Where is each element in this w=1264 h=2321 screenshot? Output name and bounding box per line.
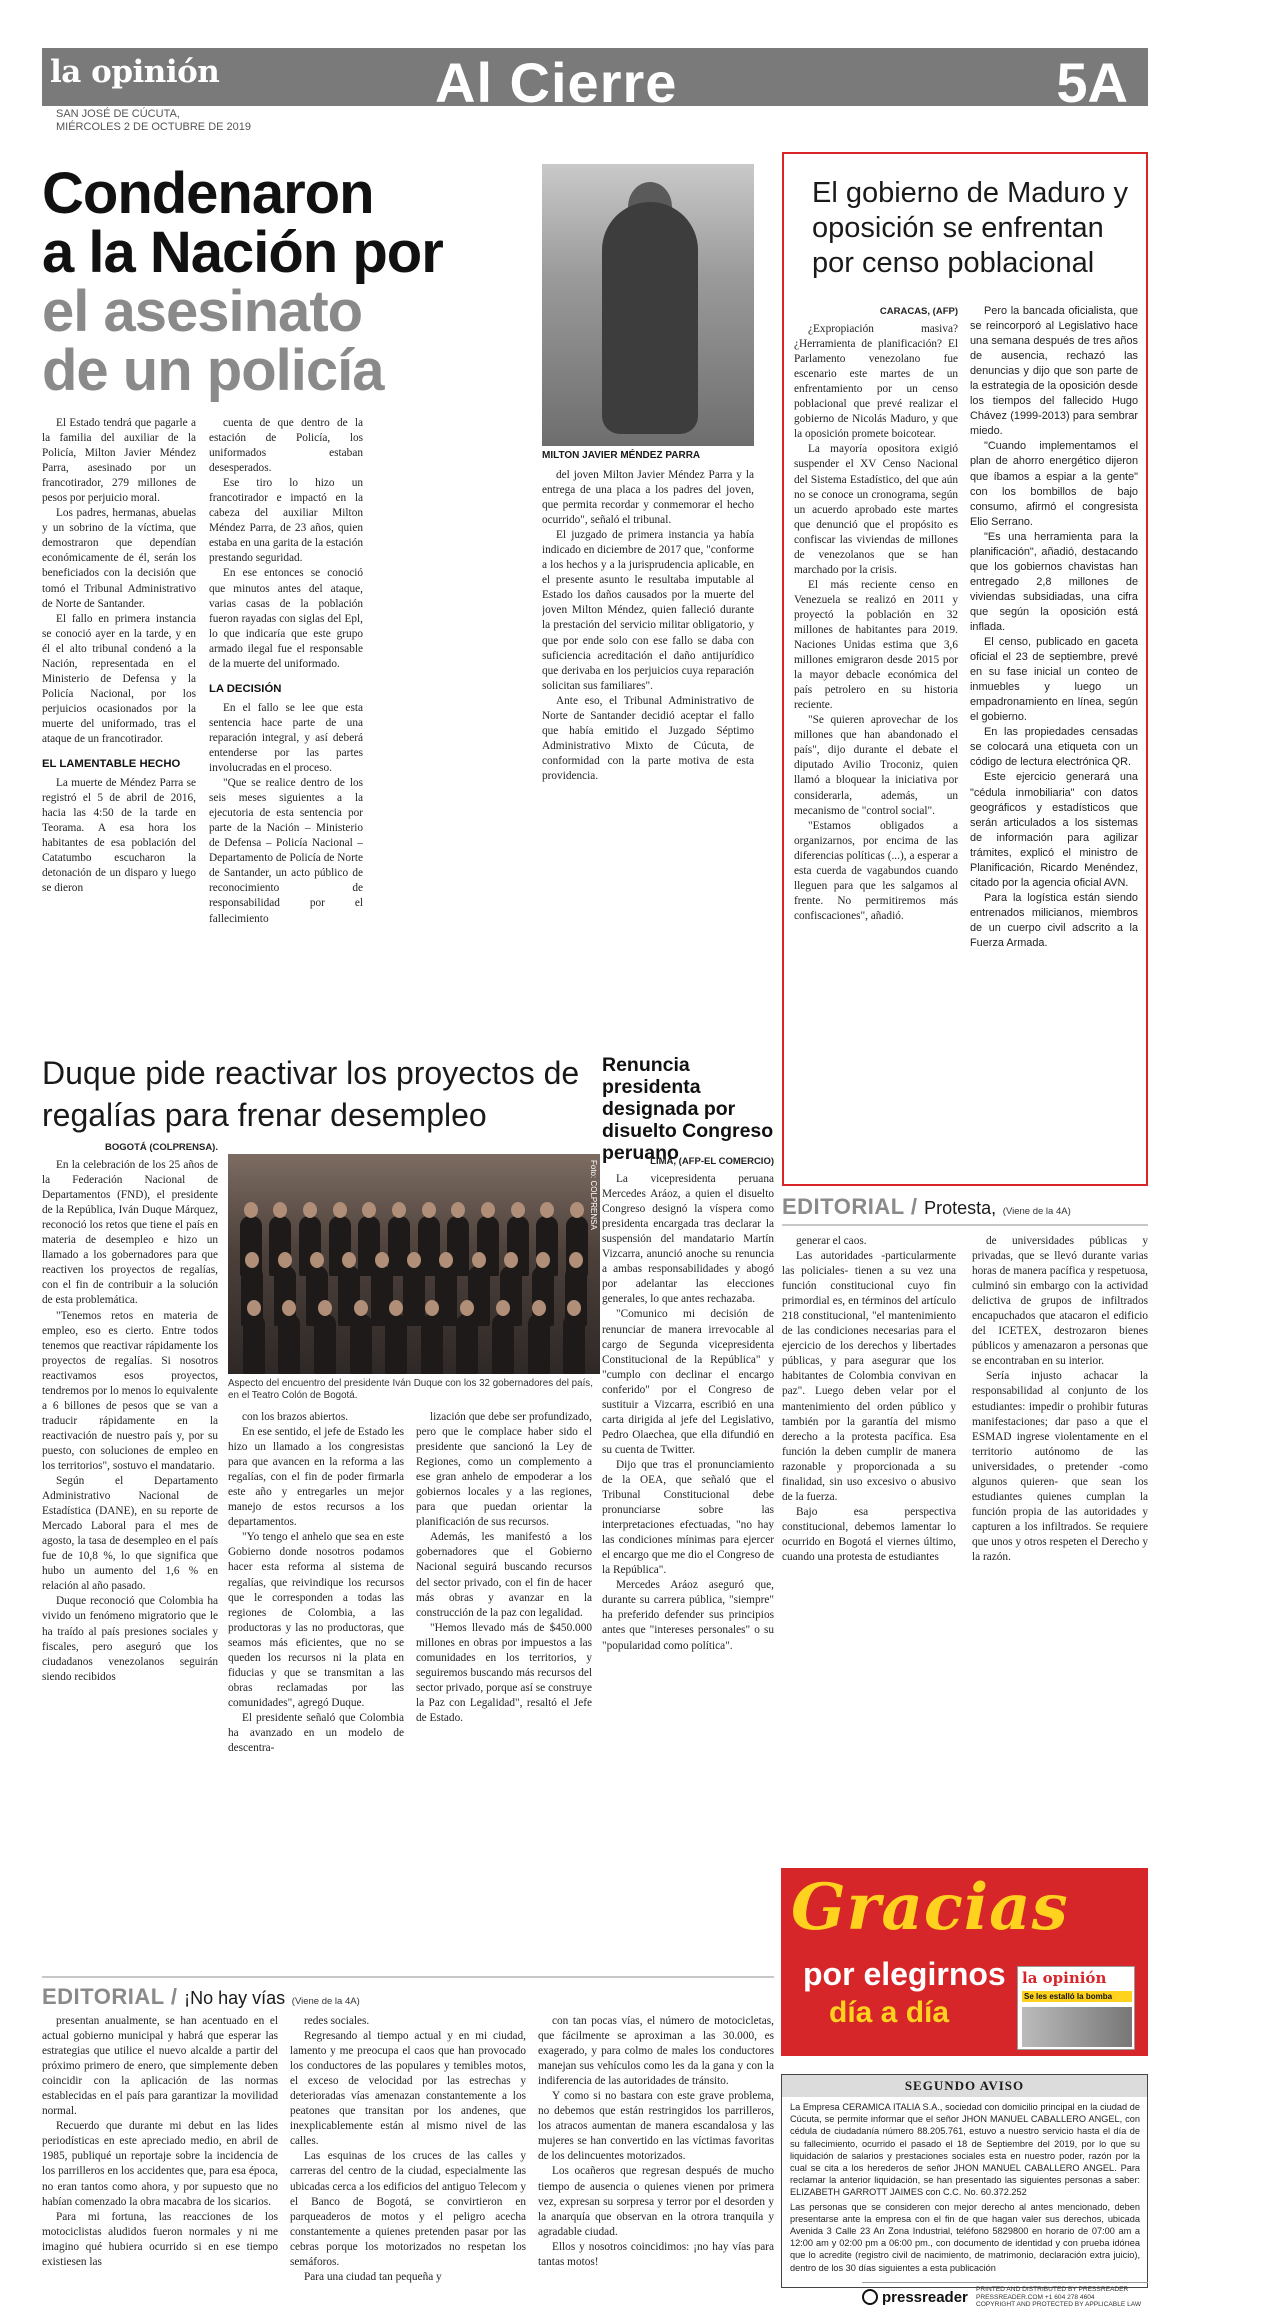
duque-headline: Duque pide reactivar los proyectos de regalías para frenar desempleo — [42, 1055, 580, 1133]
maduro-credit: CARACAS, (AFP) — [879, 306, 958, 317]
editorial-protesta-rule — [782, 1224, 1148, 1226]
duque-photo-caption: Aspecto del encuentro del presidente Iván Duque con los 32 gobernadores del país, en el Teatro Colón de Bogotá. — [228, 1378, 593, 1401]
aviso-title: SEGUNDO AVISO — [782, 2075, 1147, 2097]
maduro-headline: El gobierno de Maduro y oposición se enfrentan por censo poblacional — [812, 177, 1128, 279]
gracias-advertisement — [781, 1868, 1148, 2056]
segundo-aviso-notice — [781, 2074, 1148, 2288]
ad-mini-headline: Se les estalló la bomba — [1022, 1991, 1132, 2002]
story1-column-4: del joven Milton Javier Méndez Parra y la entrega de una placa a los padres del joven, que permita recordar y conmemorar el hecho ocurrido", señaló el tribunal. El juzgado de primera instancia ya había indicado en diciembre de 2017 que, "conforme a los hechos y a la jurisprudencia aplicable, en el presente asunto le resultaba imputable al Estado los daños causados por la muerte del joven Milton Méndez, quien falleció durante la prestación del servicio militar obligatorio, y que por ende solo con ese fallo se daba con suficiencia acreditación el daño antijurídico que derivaba en los perjuicios cuya reparación solicitan sus familiares". Ante eso, el Tribunal Administrativo de Norte de Santander decidió aceptar el fallo que había emitido el Juzgado Séptimo Administrativo Mixto de Cúcuta, de conformidad con la parte motiva de esta providencia. — [542, 469, 754, 782]
duque-column-2: con los brazos abiertos. En ese sentido, el jefe de Estado les hizo un llamado a los congresistas para que avancen en la reforma a las regalías, con el fin de poder firmarla este año y entregarles un mejor manejo de estos recursos a los departamentos. "Yo tengo el anhelo que sea en este Gobierno donde nosotros podamos hacer esta reforma al sistema de regalías, que reivindique los recursos que le corresponden a todas las regiones de Colombia, a las productoras y las no productoras, que seamos más eficientes, que no se queden los recursos ni la plata en fiducias y que se transmitan a las obras reclamadas por las comunidades", agregó Duque. El presidente señaló que Colombia ha avanzado en un modelo de descentra- — [228, 1411, 404, 1755]
newspaper-logo: la opinión — [50, 54, 220, 90]
peru-credit: LIMA, (AFP-EL COMERCIO) — [650, 1156, 774, 1167]
newspaper-page — [42, 44, 1148, 2309]
aviso-body: La Empresa CERAMICA ITALIA S.A., sociedad con domicilio principal en la ciudad de Cúcuta, se permite informar que el señor JHON MANUEL CABALLERO ANGEL, con cédula de ciudadanía número 88.205.761, estuvo a nuestro servicio hasta el día de su fallecimiento, ocurrido el pasado el 18 de Septiembre del 2019, por lo que su liquidación de salarios y prestaciones sociales esta en nuestro poder, razón por la cual se cita a los herederos de señor JHON MANUEL CABALLERO ANGEL. Para reclamar la anterior liquidación, se han presentado las siguientes personas a saber: ELIZABETH GARROTT JAIMES con C.C. No. 60.372.252 Las personas que se consideren con mejor derecho al antes mencionado, deben presentarse ante la empresa con el fin de que hagan valer sus derechos, ubicada Avenida 3 Calle 23 An Zona Industrial, teléfono 5829800 en horario de 07:00 am a 12:00 am y 02:00 pm a 06:00 pm., con documento de identidad y con prueba idónea que lo acredite (registro civil de nacimiento, de matrimonio, declaración extra juicio), dentro de los 30 días siguientes a esta publicación — [790, 2102, 1140, 2273]
soldier-photo-caption: MILTON JAVIER MÉNDEZ PARRA — [542, 450, 701, 461]
editorial-protesta-column-2: de universidades públicas y privadas, que se llevó durante varias horas de manera pacífica y respetuosa, culminó sin embargo con la actividad delictiva de grupos de infiltrados encapuchados que atacaron el edificio del ICETEX, destrozaron bienes públicos y amenazaron a personas que se encontraban en su interior. Sería injusto achacar la responsabilidad al conjunto de los estudiantes: impedir o prohibir futuras manifestaciones; dar paso a que el ESMAD ingrese violentamente en el territorio autónomo de las universidades, o pretender -como algunos quieren- que sean los estudiantes quienes cumplan la función propia de las autoridades y capturen a los infiltrados. Se requiere que unos y otros respeten el Derecho y la razón. — [972, 1235, 1148, 1563]
editorial-protesta-header: EDITORIAL / Protesta, (Viene de la 4A) — [782, 1194, 1071, 1219]
dateline — [56, 108, 251, 134]
story1-column-3 — [376, 416, 530, 936]
story1-column-2: cuenta de que dentro de la estación de Policía, los uniformados estaban desesperados. Ese tiro lo hizo un francotirador e impactó en la cabeza del auxiliar Milton Méndez Parra, de 23 años, quien estaba en una garita de la estación prestando seguridad. En ese entonces se conoció que minutos antes del ataque, varias casas de la población fueron rayadas con siglas del Epl, lo que indicaría que este grupo armado ilegal fue el responsable de la muerte del uniformado. LA DECISIÓN En el fallo se lee que esta sentencia hace parte de una reparación integral, y así deberá entenderse por las partes involucradas en el proceso. "Que se realice dentro de los seis meses siguientes a la ejecutoria de esta sentencia por parte de la Nación – Ministerio de Defensa – Policía Nacional – Departamento de Policía de Norte de Santander, un acto público de reconocimiento de responsabilidad por el fallecimiento — [209, 417, 363, 925]
story1-subhead-decision: LA DECISIÓN — [209, 682, 282, 695]
masthead — [42, 48, 1148, 146]
dateline-date: MIÉRCOLES 2 DE OCTUBRE DE 2019 — [56, 121, 252, 133]
duque-credit: BOGOTÁ (COLPRENSA). — [105, 1142, 218, 1153]
editorial-vias-top-rule — [42, 1976, 774, 1978]
duque-photo — [228, 1154, 600, 1374]
ad-mini-logo: la opinión — [1022, 1969, 1107, 1987]
duque-column-3: lización que debe ser profundizado, pero que le complace haber sido el presidente que sancionó la Ley de Regiones, como un complemento a ese gran anhelo de empoderar a los gobiernos locales y a las regiones, para que puedan orientar la planificación de sus recursos. Además, les manifestó a los gobernadores que el Gobierno Nacional seguirá buscando recursos del sector privado, con el fin de hacer más obras y avanzar en la construcción de la paz con legalidad. "Hemos llevado más de $450.000 millones en obras por impuestos a las comunidades en los territorios, y seguiremos buscando más recursos del sector privado, porque así se construye la Paz con Legalidad", resaltó el Jefe de Estado. — [416, 1411, 592, 1724]
story1-headline: Condenaron a la Nación por el asesinato de un policía — [42, 161, 443, 403]
pressreader-logo: pressreader — [862, 2289, 968, 2306]
pressreader-footer — [862, 2282, 1148, 2310]
pressreader-icon — [862, 2289, 878, 2305]
editorial-vias-header: EDITORIAL / ¡No hay vías (Viene de la 4A) — [42, 1984, 360, 2009]
ad-gracias-text: Gracias — [791, 1870, 1069, 1945]
soldier-photo — [542, 164, 754, 446]
editorial-protesta-column-1: generar el caos. Las autoridades -particularmente las policiales- tienen a su vez una función constitucional cuyo fin primordial es, en términos del artículo 218 constitucional, "el mantenimiento de las condiciones necesarias para el ejercicio de los derechos y libertades públicas, y para asegurar que los habitantes de Colombia convivan en paz". Luego deben velar por el mantenimiento del orden público y también por la garantía del mismo derecho a la protesta pacífica. Esa función la deben cumplir de manera razonable y proporcionada a su finalidad, sin uso excesivo o abusivo de la fuerza. Bajo esa perspectiva constitucional, debemos lamentar lo ocurrido en Bogotá el viernes último, cuando una protesta de estudiantes — [782, 1235, 956, 1563]
dateline-city: SAN JOSÉ DE CÚCUTA, — [56, 108, 180, 120]
peru-headline: Renuncia presidenta designada por disuelto Congreso peruano — [602, 1054, 774, 1164]
section-title: Al Cierre — [435, 51, 678, 114]
ad-dia-a-dia-text: día a día — [829, 1996, 950, 2029]
story1-subhead-hecho: EL LAMENTABLE HECHO — [42, 758, 181, 771]
maduro-column-1: CARACAS, (AFP) ¿Expropiación masiva? ¿Herramienta de planificación? El Parlamento venezolano fue escenario este martes de un enfrentamiento por un censo poblacional que prevé realizar el gobierno de Nicolás Maduro, y que la oposición promete boicotear. La mayoría opositora exigió suspender el XV Censo Nacional del Sistema Estadístico, del que aún no se conoce un cronograma, según un acuerdo aprobado este martes que denunció que el propósito es confiscar las viviendas de millones de venezolanos que se han marchado por la crisis. El más reciente censo en Venezuela se realizó en 2011 y proyectó la población en 32 millones de habitantes para 2019. Naciones Unidas estima que 3,6 millones emigraron desde 2015 por la mayor debacle económica del país petrolero en su historia reciente. "Se quieren aprovechar de los millones que han abandonado el país", dijo durante el debate el diputado Avilio Troconiz, quien llamó a bloquear la iniciativa por considerarla, además, un mecanismo de "control social". "Estamos obligados a organizarnos, por encima de las diferencias políticas (...), a esperar a esta cuerda de vagabundos cuando lleguen para que les salgamos al frente. No permitiremos más confiscaciones", añadió. — [794, 306, 958, 922]
editorial-vias-column-3: con tan pocas vías, el número de motocicletas, que fácilmente se aproximan a las 30.000, es exagerado, y para colmo de males los conductores manejan sus vehículos como les da la gana y con la indiferencia de las autoridades de tránsito. Y como si no bastara con este grave problema, no debemos que están restringidos los parrilleros, los atracos aumentan de manera escandalosa y las mujeres se han convertido en las víctimas favoritas de los delincuentes motorizados. Los ocañeros que regresan después de mucho tiempo de ausencia o quienes vienen por primera vez, expresan su sorpresa y terror por el desorden y la anarquía que observan en la otrora tranquila y agradable ciudad. Ellos y nosotros coincidimos: ¡no hay vías para tantas motos! — [538, 2015, 774, 2268]
editorial-vias-column-1: presentan anualmente, se han acentuado en el actual gobierno municipal y habrá que esperar las estrategias que utilice el nuevo alcalde a partir del próximo primero de enero, que simplemente deben coincidir con la aplicación de las normas establecidas en el país para garantizar la movilidad normal. Recuerdo que durante mi debut en las lides periodísticas en este apreciado medio, en abril de 1985, publiqué un reportaje sobre la incidencia de los parrilleros en los accidentes que, para esa época, no eran tantos como ahora, y por supuesto que no habían comenzado la obra macabra de los sicarios. Para mi fortuna, las reacciones de los motociclistas aludidos fueron normales y ni me imagino qué hubiera ocurrido si en ese tiempo existiesen las — [42, 2015, 278, 2268]
duque-photo-credit: Foto: COLPRENSA — [589, 1160, 598, 1230]
editorial-vias-column-2: redes sociales. Regresando al tiempo actual y en mi ciudad, lamento y me preocupa el caos que han provocado los conductores de las populares y temibles motos, el exceso de velocidad por las estrechas y deterioradas vías amenazan constantemente a los peatones que transitan por los andenes, que inexplicablemente están al mismo nivel de las calles. Las esquinas de los cruces de las calles y carreras del centro de la ciudad, especialmente las ubicadas cerca a los edificios del antiguo Telecom y el Banco de Bogotá, se convirtieron en parqueaderos de motos y el peligro acecha constantemente a quienes pretenden pasar por las cebras porque los motorizados no respetan los semáforos. Para una ciudad tan pequeña y — [290, 2015, 526, 2283]
maduro-column-2: Pero la bancada oficialista, que se reincorporó al Legislativo hace una semana después de tres años de ausencia, rechazó las denuncias y dijo que son parte de la estrategia de la oposición desde los tiempos del fallecido Hugo Chávez (1999-2013) para sembrar miedo. "Cuando implementamos el plan de ahorro energético dijeron que íbamos a espiar a la gente" con los bombillos de bajo consumo, afirmó el congresista Elio Serrano. "Es una herramienta para la planificación", añadió, destacando que los gobiernos chavistas han entregado 2,8 millones de viviendas subsidiadas, una cifra que según la oposición está inflada. El censo, publicado en gaceta oficial el 23 de septiembre, prevé en su fase inicial un conteo de inmuebles y luego un empadronamiento en línea, según el gobierno. En las propiedades censadas se colocará una etiqueta con un código de lectura electrónica QR. Este ejercicio generará una "cédula inmobiliaria" con datos geográficos y estadísticos que serán articulados a los sistemas de información para agilizar trámites, explicó el ministro de Planificación, Ricardo Menéndez, citado por la agencia oficial AVN. Para la logística están siendo entrenados milicianos, miembros de un cuerpo civil adscrito a la Fuerza Armada. — [970, 305, 1138, 949]
duque-column-1: BOGOTÁ (COLPRENSA). En la celebración de los 25 años de la Federación Nacional de Departamentos (FND), el presidente de la República, Iván Duque Márquez, reconoció los retos que tiene el país en materia de desempleo e hizo un llamado a los gobernadores para que reactiven los proyectos de regalías, con el fin de contribuir a la solución de esta problemática. "Tenemos retos en materia de empleo, eso es cierto. Entre todos tenemos que reactivar rápidamente los proyectos de regalías. Si nosotros reactivamos esos proyectos, tendremos por lo menos lo equivalente a 6 billones de pesos que se van a traducir rápidamente en la reactivación de nuestro país y, por su puesto, con soluciones de empleo en los territorios", sostuvo el mandatario. Según el Departamento Administrativo Nacional de Estadística (DANE), en su reporte de Mercado Laboral para el mes de agosto, la tasa de desempleo en el país fue de 10,8 %, lo que significa que hubo un aumento del 1,6 % en relación al año pasado. Duque reconoció que Colombia ha vivido un fenómeno migratorio que le ha traído al país presiones sociales y fiscales, pero aseguró que los ciudadanos venezolanos seguirán siendo recibidos — [42, 1142, 218, 1683]
ad-por-elegirnos-text: por elegirnos — [803, 1956, 1006, 1992]
story1-column-1: El Estado tendrá que pagarle a la familia del auxiliar de la Policía, Milton Javier Méndez Parra, asesinado por un francotirador, 279 millones de pesos por perjuicio moral. Los padres, hermanas, abuelas y un sobrino de la víctima, que demostraron que dependían económicamente de él, serán los beneficiados con la decisión que tomó el Tribunal Administrativo de Norte de Santander. El fallo en primera instancia se conoció ayer en la tarde, y en él el alto tribunal condenó a la Nación, representada en el Ministerio de Defensa y la Policía Nacional, por los perjuicios ocasionados por la muerte del uniformado, tras el ataque de un francotirador. EL LAMENTABLE HECHO La muerte de Méndez Parra se registró el 5 de abril de 2016, hacia las 4:50 de la tarde en Teorama. A esa hora los habitantes de esa población del Catatumbo escucharon la detonación de un disparo y luego se dieron — [42, 417, 196, 895]
ad-mini-newspaper — [1017, 1966, 1135, 2050]
maduro-story-box — [782, 152, 1148, 1186]
pressreader-info: PRINTED AND DISTRIBUTED BY PRESSREADER PRESSREADER.COM +1 604 278 4604 COPYRIGHT AND PROTECTED BY APPLICABLE LAW — [976, 2286, 1142, 2309]
page-number: 5A — [1056, 51, 1128, 114]
peru-column: LIMA, (AFP-EL COMERCIO) La vicepresidenta peruana Mercedes Aráoz, a quien el disuelto Congreso designó la víspera como presidenta encargada tras declarar la suspensión del mandatario Martín Vizcarra, anunció anoche su renuncia a ambas responsabilidades y abogó por adelantar las elecciones generales, lo que antes rechazaba. "Comunico mi decisión de renunciar de manera irrevocable al cargo de Segunda vicepresidenta Constitucional de la República" y "cumplo con declinar el encargo conferido" por el Congreso de sustituir a Vizcarra, escribió en una carta dirigida al jefe del Legislativo, Pedro Olaechea, que ella difundió en su cuenta de Twitter. Dijo que tras el pronunciamiento de la OEA, que señaló que el Tribunal Constitucional debe pronunciarse sobre las interpretaciones efectuadas, "no hay las condiciones mínimas para ejercer el encargo que me dio el Congreso de la República". Mercedes Aráoz aseguró que, durante su carrera pública, "siempre" ha preferido defender sus principios antes que "intereses personales" o su "popularidad como política". — [602, 1156, 774, 1652]
ad-mini-photo — [1022, 2007, 1132, 2047]
